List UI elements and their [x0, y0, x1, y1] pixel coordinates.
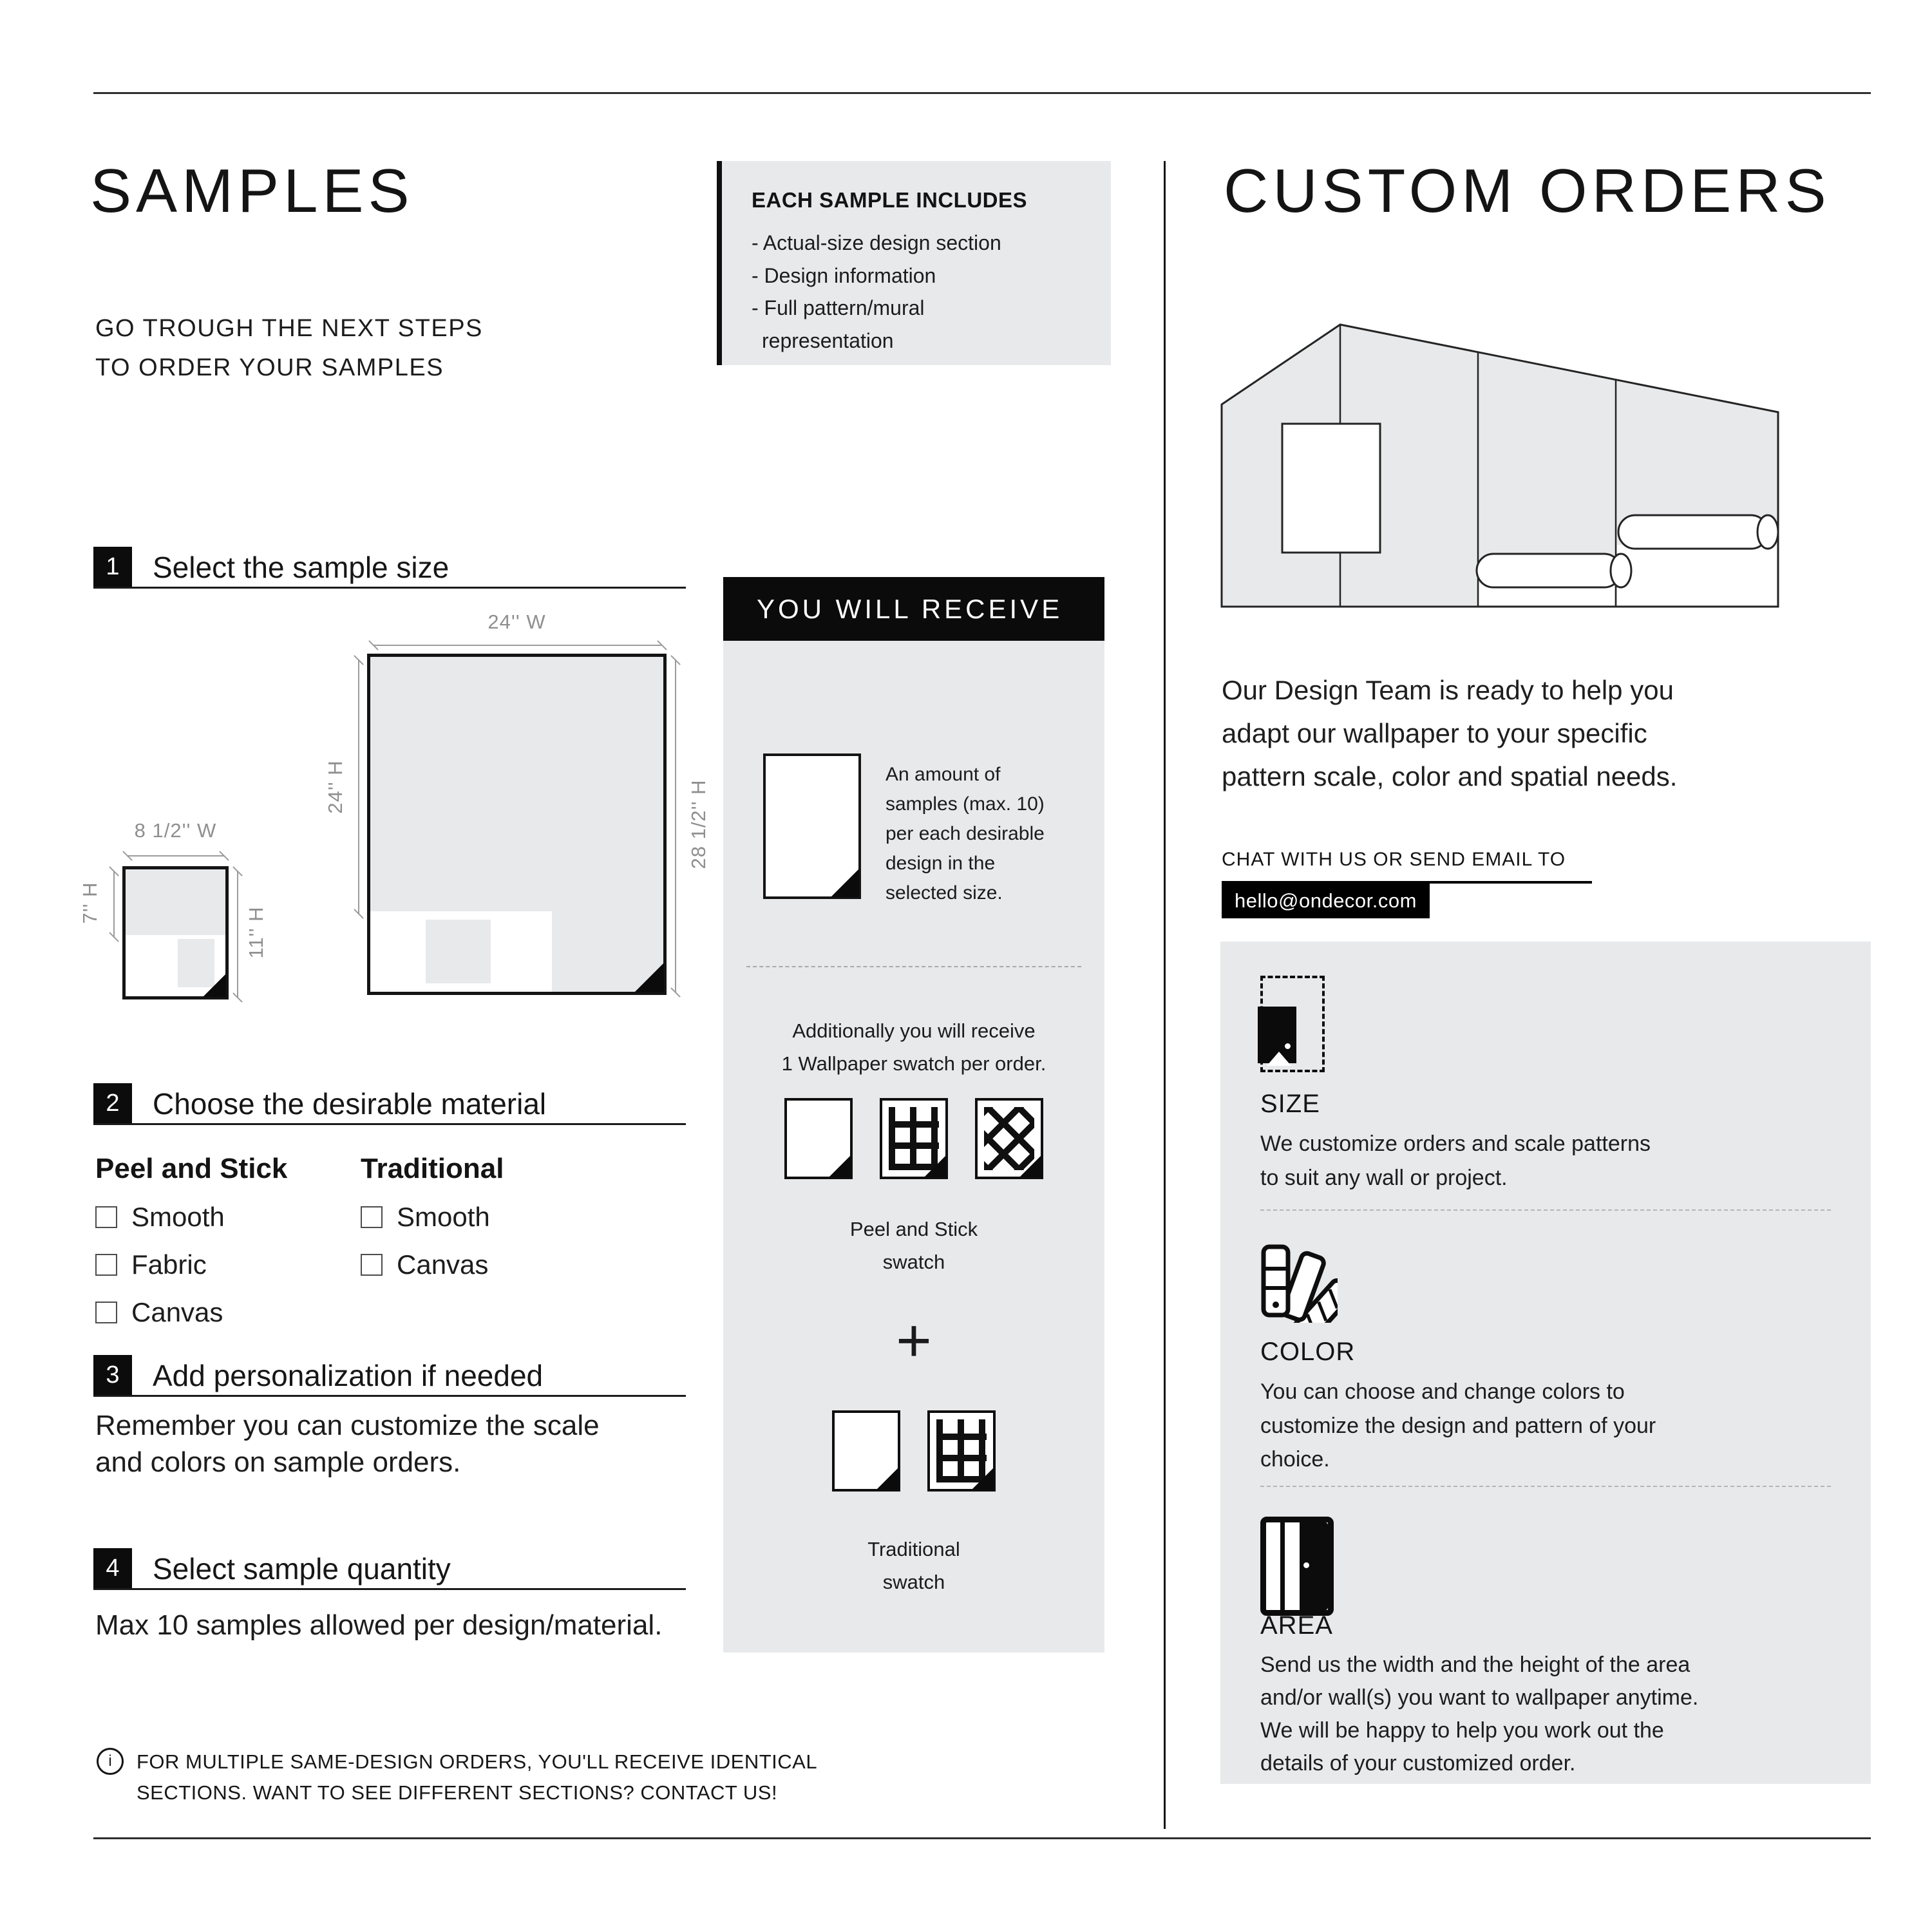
area-heading: AREA: [1260, 1611, 1333, 1640]
each-sample-includes-box: [717, 161, 1111, 365]
step2-number-badge: 2: [93, 1083, 132, 1123]
option-label: Canvas: [131, 1297, 223, 1327]
chat-block: [1222, 849, 1592, 918]
includes-item: - Design information: [752, 263, 936, 287]
column-divider: [1164, 161, 1166, 1829]
swatch-fold-corner: [876, 1468, 898, 1490]
small-sample-diagram: [122, 866, 229, 999]
size-icon: [1260, 976, 1325, 1072]
traditional-option-smooth[interactable]: [361, 1202, 504, 1233]
includes-item-continued: representation: [762, 328, 894, 352]
tagline-line2: TO ORDER YOUR SAMPLES: [95, 354, 444, 381]
area-icon-separator: [1280, 1522, 1285, 1610]
additional-line1: Additionally you will receive: [792, 1019, 1036, 1042]
color-icon: [1260, 1244, 1338, 1323]
step3-line2: and colors on sample orders.: [95, 1446, 461, 1479]
samples-tagline: [95, 309, 483, 388]
tagline-line1: GO TROUGH THE NEXT STEPS: [95, 315, 483, 342]
color-line: customize the design and pattern of your: [1260, 1413, 1656, 1438]
additional-text: [723, 1014, 1104, 1080]
intro-line2: adapt our wallpaper to your specific: [1222, 718, 1647, 749]
plus-icon: +: [896, 1307, 932, 1375]
small-sample-width-label: 8 1/2'' W: [134, 819, 217, 842]
traditional-option-canvas[interactable]: [361, 1249, 504, 1280]
large-sample-right-dimline: [675, 659, 676, 993]
small-sample-gray-zone: [126, 869, 225, 935]
dashed-divider: [1260, 1486, 1831, 1487]
amount-text: [886, 760, 1092, 907]
area-line: and/or wall(s) you want to wallpaper anytime.: [1260, 1685, 1699, 1710]
checkbox-icon[interactable]: [361, 1206, 383, 1228]
you-will-receive-header: YOU WILL RECEIVE: [723, 577, 1104, 641]
color-line: choice.: [1260, 1447, 1330, 1472]
large-sample-left-height-label: 24'' H: [324, 760, 346, 814]
page-fold-corner: [831, 869, 859, 897]
peel-option-canvas[interactable]: [95, 1297, 287, 1328]
size-icon-dot: [1285, 1043, 1291, 1049]
bottom-note: [97, 1747, 902, 1808]
area-line: details of your customized order.: [1260, 1751, 1576, 1776]
step4-body: Max 10 samples allowed per design/material.: [95, 1609, 663, 1641]
dashed-divider: [746, 966, 1081, 967]
step1-header: [93, 544, 686, 589]
info-icon: i: [97, 1748, 124, 1775]
area-line: Send us the width and the height of the area: [1260, 1653, 1690, 1677]
option-label: Smooth: [131, 1202, 225, 1232]
custom-info-panel: [1220, 942, 1871, 1784]
large-sample-right-height-label: 28 1/2'' H: [687, 779, 710, 869]
checkbox-icon[interactable]: [95, 1302, 117, 1323]
step2-title: Choose the desirable material: [153, 1087, 547, 1121]
peel-swatch-label-line1: Peel and Stick: [849, 1218, 978, 1240]
option-label: Smooth: [397, 1202, 490, 1232]
peel-swatch-label-line2: swatch: [882, 1251, 945, 1274]
grid-pattern: [936, 1419, 987, 1482]
step4-number-badge: 4: [93, 1548, 132, 1588]
peel-option-smooth[interactable]: [95, 1202, 287, 1233]
area-line: We will be happy to help you work out the: [1260, 1718, 1664, 1743]
step3-body: [95, 1407, 600, 1481]
size-line: to suit any wall or project.: [1260, 1165, 1508, 1190]
large-sample-left-dimline: [358, 659, 359, 914]
custom-intro: [1222, 668, 1677, 799]
step3-header: [93, 1352, 686, 1397]
amount-line: An amount of: [886, 764, 1001, 785]
you-will-receive-panel: [723, 641, 1104, 1653]
small-sample-inner-swatch: [178, 939, 214, 987]
amount-line: per each desirable: [886, 822, 1045, 844]
color-line: You can choose and change colors to: [1260, 1379, 1625, 1404]
step4-header: [93, 1546, 686, 1590]
small-sample-right-dimline: [237, 871, 238, 998]
bottom-rule: [93, 1837, 1871, 1839]
color-body: [1260, 1375, 1656, 1477]
amount-line: design in the: [886, 852, 996, 874]
swatch-blank-icon: [784, 1098, 853, 1179]
amount-line: selected size.: [886, 882, 1003, 904]
step3-line1: Remember you can customize the scale: [95, 1410, 600, 1441]
option-label: Canvas: [397, 1249, 489, 1280]
area-icon: [1260, 1517, 1334, 1616]
swatch-grid-icon: [880, 1098, 948, 1179]
size-heading: SIZE: [1260, 1090, 1320, 1118]
step3-number-badge: 3: [93, 1355, 132, 1395]
traditional-swatch-label-line2: swatch: [882, 1571, 945, 1594]
area-body: [1260, 1649, 1698, 1780]
peel-heading: Peel and Stick: [95, 1153, 288, 1184]
includes-item: - Actual-size design section: [752, 231, 1001, 254]
note-text: [137, 1747, 817, 1808]
traditional-swatch-row: [723, 1410, 1104, 1492]
house-wallpaper-illustration: [1220, 322, 1782, 611]
sample-page-icon: [763, 753, 861, 899]
small-sample-left-height-label: 7'' H: [79, 882, 101, 924]
large-sample-width-label: 24'' W: [488, 611, 546, 633]
email-badge[interactable]: hello@ondecor.com: [1222, 884, 1430, 918]
traditional-swatch-label-line1: Traditional: [867, 1538, 960, 1560]
large-sample-diagram: [367, 654, 667, 995]
step1-number-badge: 1: [93, 547, 132, 587]
additional-line2: 1 Wallpaper swatch per order.: [781, 1052, 1046, 1075]
includes-item: - Full pattern/mural: [752, 296, 925, 320]
small-sample-top-dimline: [128, 855, 224, 857]
small-sample-left-dimline: [113, 871, 115, 938]
traditional-heading: Traditional: [361, 1153, 504, 1184]
peel-and-stick-column: [95, 1153, 287, 1328]
step4-title: Select sample quantity: [153, 1552, 451, 1586]
peel-option-fabric[interactable]: [95, 1249, 287, 1280]
color-heading: COLOR: [1260, 1338, 1356, 1366]
size-line: We customize orders and scale patterns: [1260, 1132, 1651, 1156]
checkbox-icon[interactable]: [95, 1206, 117, 1228]
peel-swatch-row: [723, 1098, 1104, 1179]
includes-title: EACH SAMPLE INCLUDES: [752, 188, 1028, 212]
intro-line3: pattern scale, color and spatial needs.: [1222, 761, 1678, 792]
traditional-swatch-label: [723, 1533, 1104, 1598]
step2-header: [93, 1081, 686, 1125]
step1-title: Select the sample size: [153, 551, 450, 584]
top-rule: [93, 92, 1871, 94]
swatch-crosshatch-icon: [975, 1098, 1043, 1179]
grid-pattern: [889, 1107, 939, 1170]
step3-title: Add personalization if needed: [153, 1359, 544, 1392]
note-line2: SECTIONS. WANT TO SEE DIFFERENT SECTIONS? CONTACT US!: [137, 1781, 778, 1804]
checkbox-icon[interactable]: [95, 1254, 117, 1276]
small-sample-right-height-label: 11'' H: [245, 906, 267, 959]
large-sample-fold-corner: [634, 963, 664, 992]
checkbox-icon[interactable]: [361, 1254, 383, 1276]
swatch-grid-icon: [927, 1410, 996, 1492]
large-sample-top-dimline: [374, 645, 662, 646]
crosshatch-pattern: [984, 1107, 1034, 1170]
area-icon-door-knob: [1303, 1562, 1309, 1568]
chat-label: CHAT WITH US OR SEND EMAIL TO: [1222, 849, 1592, 884]
traditional-column: [361, 1153, 504, 1280]
amount-line: samples (max. 10): [886, 793, 1045, 815]
samples-title: SAMPLES: [90, 156, 414, 225]
note-line1: FOR MULTIPLE SAME-DESIGN ORDERS, YOU'LL RECEIVE IDENTICAL: [137, 1750, 818, 1773]
large-sample-inner-swatch: [426, 920, 490, 983]
custom-orders-title: CUSTOM ORDERS: [1224, 156, 1831, 225]
size-body: [1260, 1127, 1651, 1195]
option-label: Fabric: [131, 1249, 207, 1280]
dashed-divider: [1260, 1209, 1831, 1211]
swatch-blank-icon: [832, 1410, 900, 1492]
peel-swatch-label: [723, 1213, 1104, 1278]
intro-line1: Our Design Team is ready to help you: [1222, 675, 1674, 705]
swatch-fold-corner: [829, 1155, 851, 1177]
